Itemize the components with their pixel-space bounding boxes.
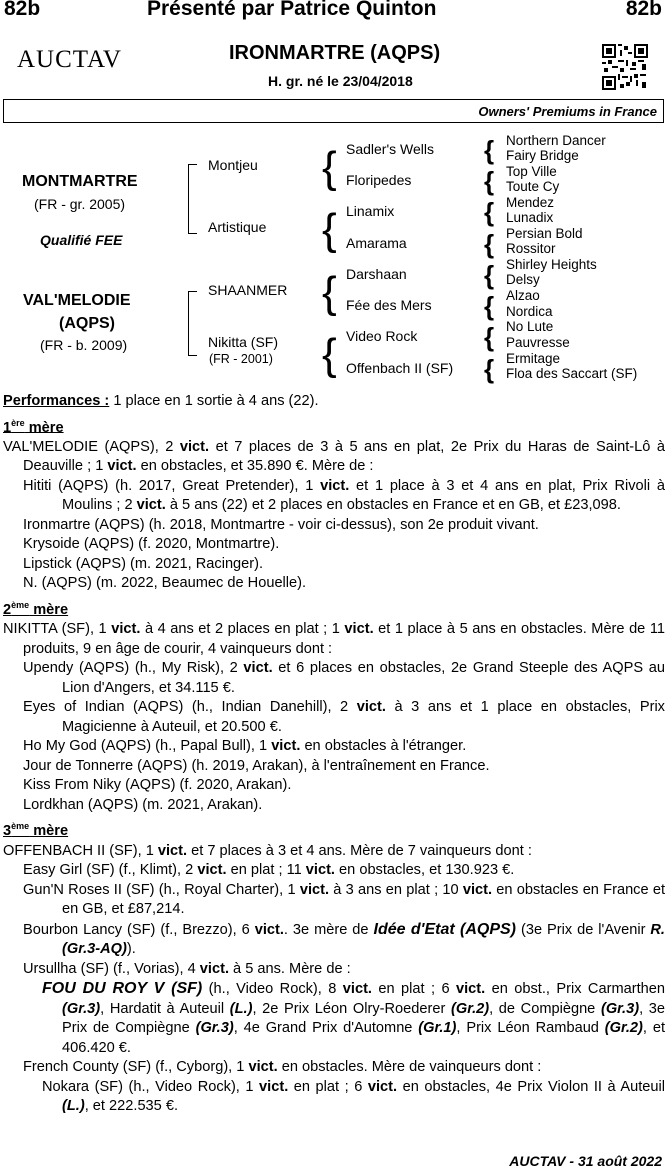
g4-11: Alzao <box>506 288 540 303</box>
g4-7: Persian Bold <box>506 226 583 241</box>
g4-13: No Lute <box>506 319 554 334</box>
g2-sire-dam: Artistique <box>208 219 267 235</box>
sire-name: MONTMARTRE <box>22 173 138 190</box>
produce-krysoide: Krysoide (AQPS) (f. 2020, Montmartre). <box>23 536 280 553</box>
g4-8: Rossitor <box>506 241 556 256</box>
horse-description: H. gr. né le 23/04/2018 <box>268 73 413 89</box>
bracket-nikitta: { <box>322 330 337 379</box>
produce-ironmartre: Ironmartre (AQPS) (h. 2018, Montmartre - voir ci-dessus), son 2e produit vivant. <box>23 516 539 533</box>
produce-upendy: Upendy (AQPS) (h., My Risk), 2 vict. et 6 places en obstacles, 2e Grand Steeple des AQPS au Lion d'Angers, et 34.115 €. <box>23 660 665 696</box>
lot-number-left: 82b <box>4 0 41 20</box>
bracket-g3-8: { <box>484 354 495 384</box>
produce-lordkhan: Lordkhan (AQPS) (m. 2021, Arakan). <box>23 796 263 813</box>
horse-name: IRONMARTRE (AQPS) <box>229 42 441 64</box>
g4-9: Shirley Heights <box>506 257 597 272</box>
bracket-g3-3: { <box>484 197 495 227</box>
g4-16: Floa des Saccart (SF) <box>506 366 638 381</box>
g2-dam-dam: Nikitta (SF) <box>208 334 278 350</box>
dam-detail: (FR - b. 2009) <box>40 337 128 353</box>
first-dam-intro: VAL'MELODIE (AQPS), 2 vict. et 7 places de 3 à 5 ans en plat, 2e Prix du Haras de Saint-Lô à Deauville ; 1 vict. en obstacles, et 35.890 €. Mère de : <box>3 438 665 475</box>
produce-eyes-of-indian: Eyes of Indian (AQPS) (h., Indian Danehill), 2 vict. à 3 ans et 1 place en obstacles, Prix Magicienne à Auteuil, et 20.500 €. <box>23 699 665 735</box>
bracket-g3-4: { <box>484 229 495 259</box>
footer-sale-date: AUCTAV - 31 août 2022 <box>509 1153 662 1169</box>
g4-14: Pauvresse <box>506 335 570 350</box>
produce-n: N. (AQPS) (m. 2022, Beaumec de Houelle). <box>23 575 307 592</box>
first-dam-heading: 1ère mère <box>3 417 64 436</box>
g4-10: Delsy <box>506 272 540 287</box>
sire-detail: (FR - gr. 2005) <box>34 196 126 212</box>
third-dam-heading: 3ème mère <box>3 821 69 840</box>
produce-bourbon-lancy: Bourbon Lancy (SF) (f., Brezzo), 6 vict.. 3e mère de Idée d'Etat (AQPS) (3e Prix de l'Avenir R. (Gr.3-AQ)). <box>23 920 665 958</box>
performances-line: Performances : 1 place en 1 sortie à 4 ans (22). <box>3 393 319 409</box>
g4-12: Nordica <box>506 304 553 319</box>
bracket-montjeu: { <box>322 143 337 192</box>
dam-name: VAL'MELODIE <box>23 292 131 309</box>
g3-1: Sadler's Wells <box>346 141 434 157</box>
sire-bracket <box>188 164 197 234</box>
dam-breed: (AQPS) <box>59 315 115 332</box>
g2-dam-sire: SHAANMER <box>208 282 288 298</box>
lot-number-right: 82b <box>625 0 662 20</box>
g4-4: Toute Cy <box>506 179 560 194</box>
bracket-g3-7: { <box>484 322 495 352</box>
bracket-shaanmer: { <box>322 268 337 317</box>
qr-code-icon <box>602 44 648 90</box>
bracket-g3-6: { <box>484 291 495 321</box>
g3-8: Offenbach II (SF) <box>346 360 454 376</box>
third-dam-intro: OFFENBACH II (SF), 1 vict. et 7 places à 3 et 4 ans. Mère de 7 vainqueurs dont : <box>3 842 532 859</box>
owners-premiums-label: Owners' Premiums in France <box>478 104 657 119</box>
g3-3: Linamix <box>346 203 395 219</box>
bracket-g3-2: { <box>484 166 495 196</box>
produce-fou-du-roy: FOU DU ROY V (SF) (h., Video Rock), 8 vict. en plat ; 6 vict. en obst., Prix Carmarthen (Gr.3), Hardatit à Auteuil (L.), 2e Prix Léon Olry-Roederer (Gr.2), de Compiègne (Gr.3), 3e Prix de Compiègne (Gr.3), 4e Grand Prix d'Automne (Gr.1), Prix Léon Rambaud (Gr.2), et 406.420 €. <box>42 980 666 1056</box>
bracket-g3-1: { <box>484 135 495 165</box>
g3-2: Floripedes <box>346 172 412 188</box>
g2-sire-sire: Montjeu <box>208 157 258 173</box>
g3-6: Fée des Mers <box>346 297 432 313</box>
g4-5: Mendez <box>506 195 555 210</box>
g3-4: Amarama <box>346 235 407 251</box>
g4-3: Top Ville <box>506 164 557 179</box>
g4-6: Lunadix <box>506 210 554 225</box>
g3-7: Video Rock <box>346 328 418 344</box>
auctav-logo: AUCTAV <box>17 46 122 73</box>
second-dam-intro: NIKITTA (SF), 1 vict. à 4 ans et 2 places en plat ; 1 vict. et 1 place à 5 ans en obstacles. Mère de 11 produits, 9 en âge de courir, 4 vainqueurs dont : <box>3 621 665 657</box>
produce-ho-my-god: Ho My God (AQPS) (h., Papal Bull), 1 vict. en obstacles à l'étranger. <box>23 738 467 755</box>
bracket-g3-5: { <box>484 260 495 290</box>
produce-jour-de-tonnerre: Jour de Tonnerre (AQPS) (h. 2019, Arakan), à l'entraînement en France. <box>23 757 490 774</box>
produce-kiss-from-niky: Kiss From Niky (AQPS) (f. 2020, Arakan). <box>23 777 292 794</box>
produce-ursullha: Ursullha (SF) (f., Vorias), 4 vict. à 5 ans. Mère de : <box>23 960 351 977</box>
g2-dam-dam-detail: (FR - 2001) <box>209 352 273 366</box>
produce-easy-girl: Easy Girl (SF) (f., Klimt), 2 vict. en plat ; 11 vict. en obstacles, et 130.923 €. <box>23 862 515 879</box>
produce-gun-n-roses: Gun'N Roses II (SF) (h., Royal Charter), 1 vict. à 3 ans en plat ; 10 vict. en obstacles en France et en GB, et £87,214. <box>23 881 666 918</box>
dam-bracket <box>188 291 197 356</box>
owners-premiums-box <box>3 99 664 123</box>
bracket-artistique: { <box>322 205 337 254</box>
produce-lipstick: Lipstick (AQPS) (m. 2021, Racinger). <box>23 555 264 572</box>
g4-1: Northern Dancer <box>506 133 606 148</box>
g3-5: Darshaan <box>346 266 407 282</box>
produce-hititi: Hititi (AQPS) (h. 2017, Great Pretender), 1 vict. et 1 place à 3 et 4 ans en plat, Prix Rivoli à Moulins ; 2 vict. à 5 ans (22) et 2 places en obstacles en France et en GB, et £23,098. <box>23 477 666 514</box>
g4-2: Fairy Bridge <box>506 148 579 163</box>
catalogue-body <box>3 392 665 1117</box>
sire-qualification: Qualifié FEE <box>40 232 123 248</box>
second-dam-heading: 2ème mère <box>3 599 69 618</box>
g4-15: Ermitage <box>506 351 561 366</box>
produce-french-county: French County (SF) (f., Cyborg), 1 vict. en obstacles. Mère de vainqueurs dont : <box>23 1059 542 1076</box>
presenter-title: Présenté par Patrice Quinton <box>147 0 437 20</box>
produce-nokara: Nokara (SF) (h., Video Rock), 1 vict. en plat ; 6 vict. en obstacles, 4e Prix Violon II à Auteuil (L.), et 222.535 €. <box>42 1078 665 1115</box>
performances-label: Performances : <box>3 393 110 409</box>
